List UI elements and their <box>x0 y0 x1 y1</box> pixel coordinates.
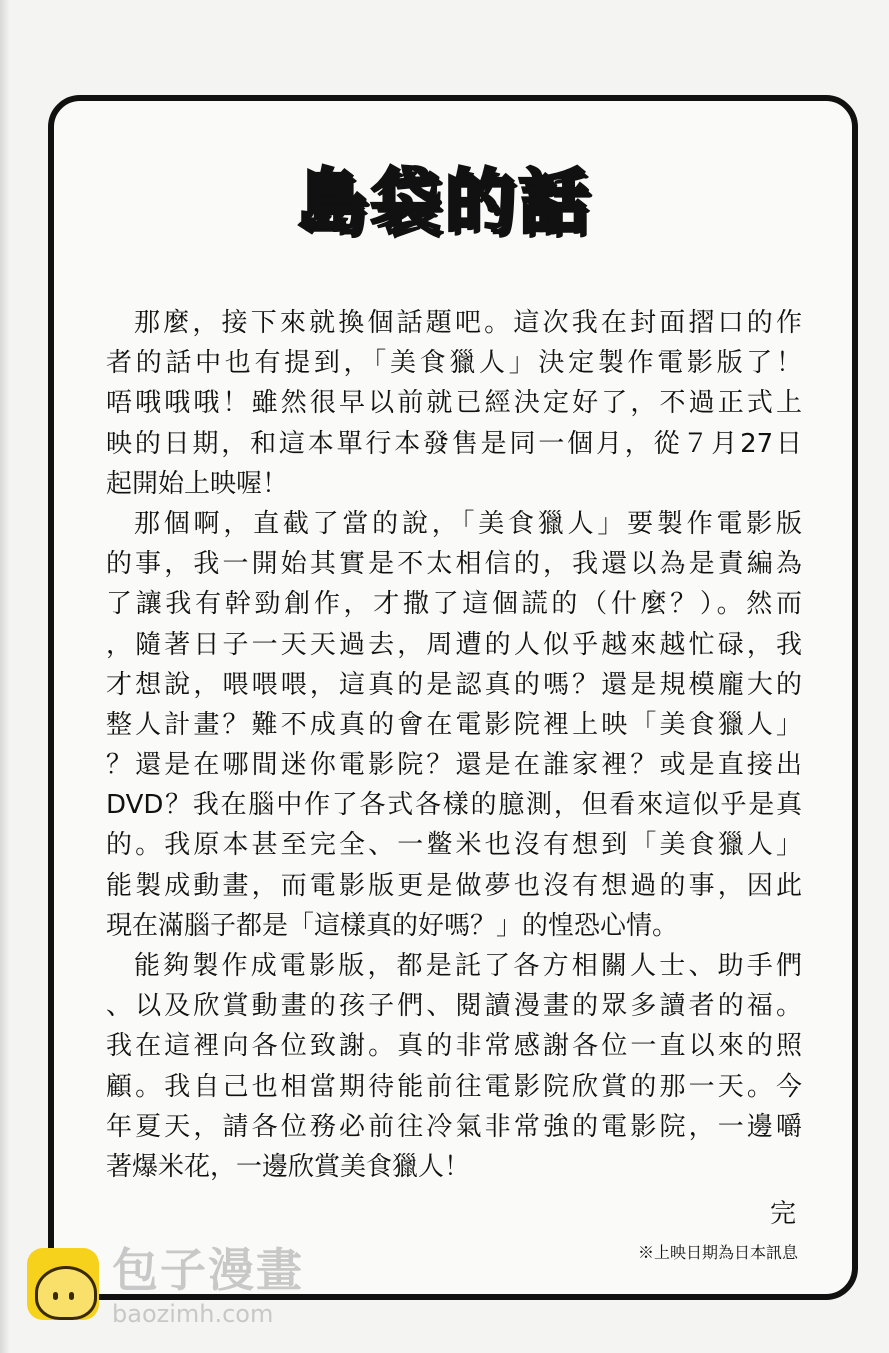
end-mark: 完 <box>769 1199 796 1229</box>
text-line: 才想說，喂喂喂，這真的是認真的嗎？還是規模龐大的 <box>106 669 802 700</box>
watermark-url: baozimh.com <box>112 1300 274 1328</box>
page-title: 島袋的話 <box>296 161 593 243</box>
text-line: 那麼，接下來就換個話題吧。這次我在封面摺口的作 <box>134 308 802 338</box>
text-line: 唔哦哦哦！雖然很早以前就已經決定好了，不過正式上 <box>106 388 802 419</box>
watermark-name: 包子漫畫 <box>112 1243 304 1297</box>
text-line: 能夠製作成電影版，都是託了各方相關人士、助手們 <box>134 951 802 981</box>
text-line: 我在這裡向各位致謝。真的非常感謝各位一直以來的照 <box>106 1031 802 1062</box>
text-line: 了讓我有幹勁創作，才撒了這個謊的（什麼？）。然而 <box>106 589 802 620</box>
text-line: ，隨著日子一天天過去，周遭的人似乎越來越忙碌，我 <box>106 629 802 660</box>
article-body <box>106 303 802 1187</box>
watermark-logo-icon <box>27 1248 99 1320</box>
text-line: 、以及欣賞動畫的孩子們、閱讀漫畫的眾多讀者的福。 <box>106 991 802 1022</box>
text-line: 者的話中也有提到，「美食獵人」決定製作電影版了！ <box>106 348 802 379</box>
text-line: 的事，我一開始其實是不太相信的，我還以為是責編為 <box>106 549 802 580</box>
text-line: 那個啊，直截了當的說，「美食獵人」要製作電影版 <box>134 508 802 539</box>
text-line: 起開始上映喔！ <box>106 468 289 499</box>
text-line: 映的日期，和這本單行本發售是同一個月，從７月27日 <box>106 428 802 459</box>
bun-eye-icon <box>53 1292 58 1300</box>
text-line: 現在滿腦子都是「這樣真的好嗎？」的惶恐心情。 <box>106 910 679 941</box>
text-line: 顧。我自己也相當期待能前往電影院欣賞的那一天。今 <box>106 1071 802 1102</box>
text-line: 能製成動畫，而電影版更是做夢也沒有想過的事，因此 <box>106 870 802 901</box>
text-line: ？還是在哪間迷你電影院？還是在誰家裡？或是直接出 <box>106 750 802 781</box>
bun-eye-icon <box>69 1292 74 1300</box>
text-line: 年夏天，請各位務必前往冷氣非常強的電影院，一邊嚼 <box>106 1111 802 1142</box>
text-line: 的。我原本甚至完全、一鳖米也沒有想到「美食獵人」 <box>106 830 802 861</box>
footnote: ※上映日期為日本訊息 <box>637 1243 798 1262</box>
bun-icon <box>35 1266 97 1320</box>
text-line: 整人計畫？難不成真的會在電影院裡上映「美食獵人」 <box>106 709 802 740</box>
text-line: DVD？我在腦中作了各式各樣的臆測，但看來這似乎是真 <box>106 790 802 821</box>
text-line: 著爆米花，一邊欣賞美食獵人！ <box>106 1151 471 1182</box>
